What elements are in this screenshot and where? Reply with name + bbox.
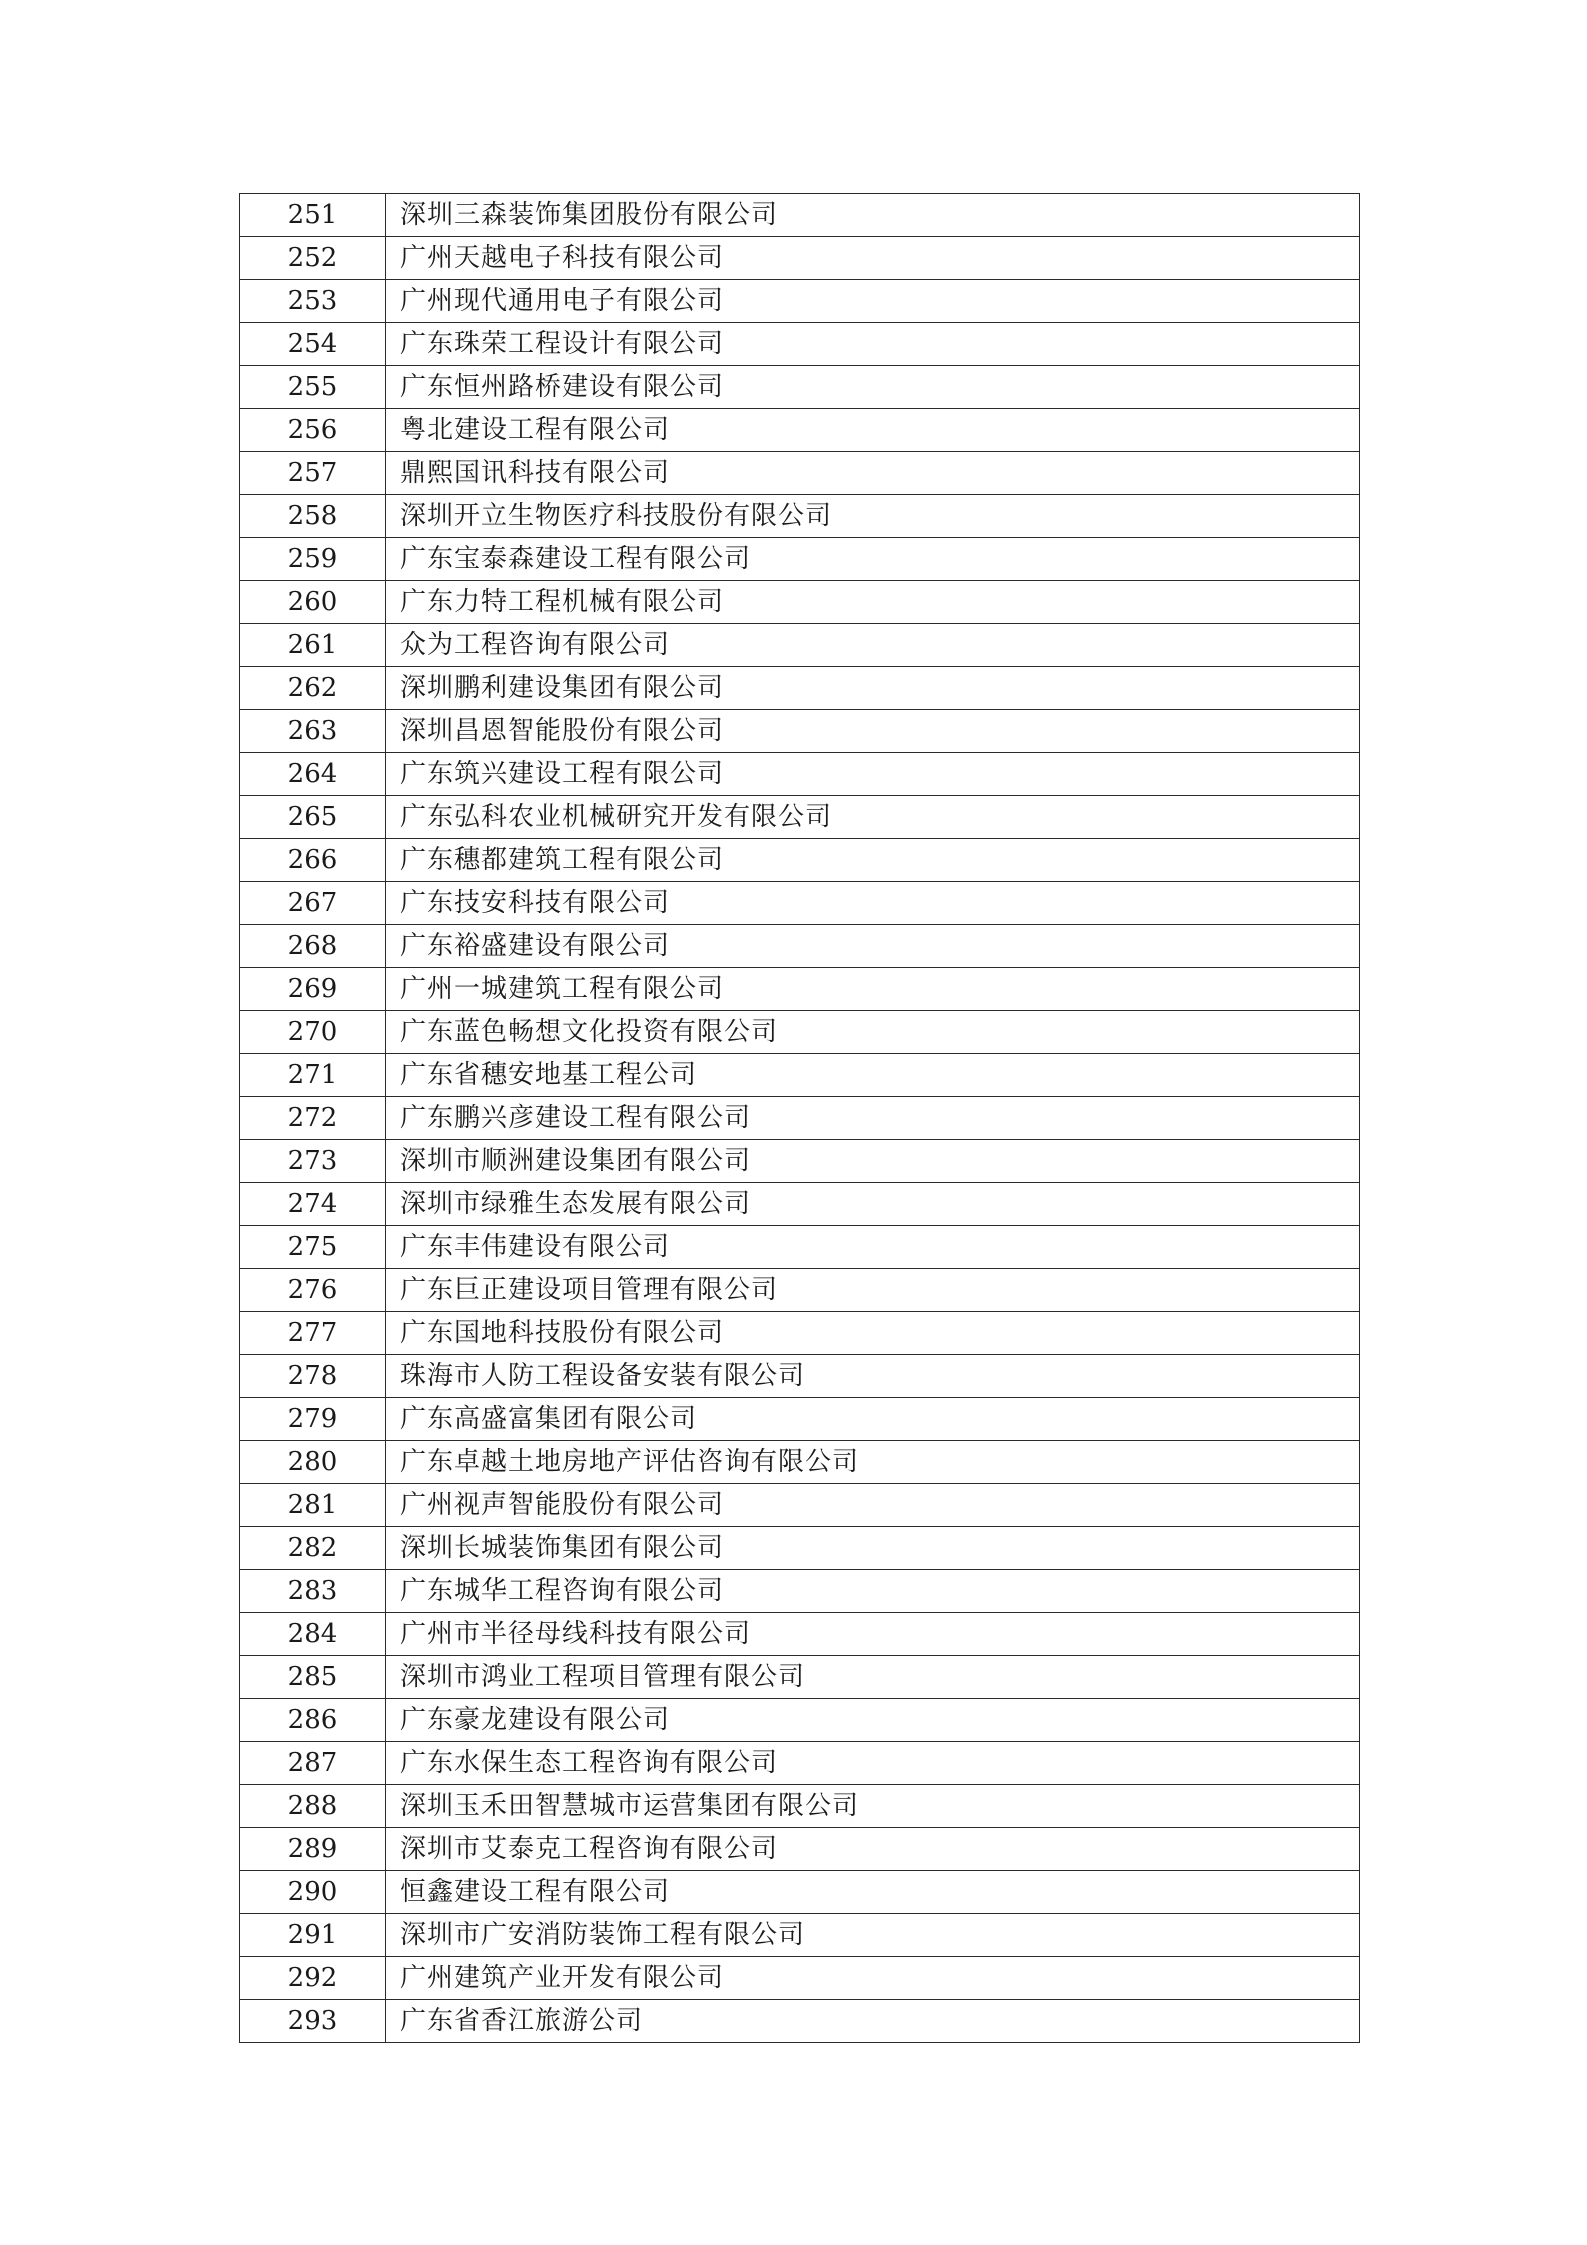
table-row (240, 452, 1360, 495)
company-name: 广州一城建筑工程有限公司 (386, 968, 1360, 1011)
company-name: 深圳市顺洲建设集团有限公司 (386, 1140, 1360, 1183)
row-number: 290 (240, 1871, 386, 1914)
row-number: 267 (240, 882, 386, 925)
table-row (240, 1183, 1360, 1226)
company-name: 珠海市人防工程设备安装有限公司 (386, 1355, 1360, 1398)
table-row (240, 581, 1360, 624)
company-name: 广东国地科技股份有限公司 (386, 1312, 1360, 1355)
row-number: 292 (240, 1957, 386, 2000)
row-number: 256 (240, 409, 386, 452)
row-number: 291 (240, 1914, 386, 1957)
table-row (240, 1914, 1360, 1957)
row-number: 283 (240, 1570, 386, 1613)
row-number: 287 (240, 1742, 386, 1785)
row-number: 279 (240, 1398, 386, 1441)
company-list-table (239, 193, 1360, 2043)
company-name: 深圳玉禾田智慧城市运营集团有限公司 (386, 1785, 1360, 1828)
company-name: 广东高盛富集团有限公司 (386, 1398, 1360, 1441)
row-number: 268 (240, 925, 386, 968)
row-number: 277 (240, 1312, 386, 1355)
row-number: 263 (240, 710, 386, 753)
row-number: 264 (240, 753, 386, 796)
table-row (240, 323, 1360, 366)
company-name: 广东恒州路桥建设有限公司 (386, 366, 1360, 409)
table-row (240, 1011, 1360, 1054)
table-row (240, 624, 1360, 667)
table-row (240, 753, 1360, 796)
row-number: 273 (240, 1140, 386, 1183)
table-row (240, 839, 1360, 882)
company-name: 广州天越电子科技有限公司 (386, 237, 1360, 280)
row-number: 288 (240, 1785, 386, 1828)
table-row (240, 1140, 1360, 1183)
row-number: 282 (240, 1527, 386, 1570)
company-name: 深圳昌恩智能股份有限公司 (386, 710, 1360, 753)
table-row (240, 882, 1360, 925)
table-row (240, 1398, 1360, 1441)
row-number: 272 (240, 1097, 386, 1140)
table-row (240, 710, 1360, 753)
company-name: 广东技安科技有限公司 (386, 882, 1360, 925)
table-row (240, 280, 1360, 323)
table-row (240, 409, 1360, 452)
row-number: 259 (240, 538, 386, 581)
table-row (240, 1269, 1360, 1312)
company-name: 广州建筑产业开发有限公司 (386, 1957, 1360, 2000)
company-name: 广东蓝色畅想文化投资有限公司 (386, 1011, 1360, 1054)
row-number: 278 (240, 1355, 386, 1398)
company-name: 深圳市广安消防装饰工程有限公司 (386, 1914, 1360, 1957)
table-row (240, 1742, 1360, 1785)
company-name: 深圳鹏利建设集团有限公司 (386, 667, 1360, 710)
company-name: 广东鹏兴彦建设工程有限公司 (386, 1097, 1360, 1140)
table-row (240, 1871, 1360, 1914)
company-name: 深圳三森装饰集团股份有限公司 (386, 194, 1360, 237)
row-number: 284 (240, 1613, 386, 1656)
company-name: 广东力特工程机械有限公司 (386, 581, 1360, 624)
table-row (240, 1699, 1360, 1742)
company-name: 广东穗都建筑工程有限公司 (386, 839, 1360, 882)
row-number: 293 (240, 2000, 386, 2043)
row-number: 265 (240, 796, 386, 839)
row-number: 281 (240, 1484, 386, 1527)
table-row (240, 1828, 1360, 1871)
company-name: 广东水保生态工程咨询有限公司 (386, 1742, 1360, 1785)
row-number: 270 (240, 1011, 386, 1054)
table-row (240, 925, 1360, 968)
company-name: 广东卓越土地房地产评估咨询有限公司 (386, 1441, 1360, 1484)
company-name: 粤北建设工程有限公司 (386, 409, 1360, 452)
row-number: 285 (240, 1656, 386, 1699)
company-name: 广东丰伟建设有限公司 (386, 1226, 1360, 1269)
company-name: 深圳市艾泰克工程咨询有限公司 (386, 1828, 1360, 1871)
row-number: 276 (240, 1269, 386, 1312)
table-row (240, 1527, 1360, 1570)
company-name: 广东宝泰森建设工程有限公司 (386, 538, 1360, 581)
company-name: 深圳长城装饰集团有限公司 (386, 1527, 1360, 1570)
company-name: 广东省香江旅游公司 (386, 2000, 1360, 2043)
company-name: 广东弘科农业机械研究开发有限公司 (386, 796, 1360, 839)
company-name: 恒鑫建设工程有限公司 (386, 1871, 1360, 1914)
table-row (240, 194, 1360, 237)
row-number: 255 (240, 366, 386, 409)
row-number: 275 (240, 1226, 386, 1269)
company-name: 广州现代通用电子有限公司 (386, 280, 1360, 323)
company-name: 广东裕盛建设有限公司 (386, 925, 1360, 968)
company-name: 广州市半径母线科技有限公司 (386, 1613, 1360, 1656)
row-number: 289 (240, 1828, 386, 1871)
row-number: 252 (240, 237, 386, 280)
row-number: 280 (240, 1441, 386, 1484)
company-name: 鼎熙国讯科技有限公司 (386, 452, 1360, 495)
table-row (240, 1441, 1360, 1484)
company-name: 深圳市鸿业工程项目管理有限公司 (386, 1656, 1360, 1699)
table-row (240, 1484, 1360, 1527)
table-row (240, 366, 1360, 409)
table-row (240, 667, 1360, 710)
table-row (240, 1355, 1360, 1398)
company-name: 广东省穗安地基工程公司 (386, 1054, 1360, 1097)
company-name: 广州视声智能股份有限公司 (386, 1484, 1360, 1527)
row-number: 254 (240, 323, 386, 366)
company-name: 广东豪龙建设有限公司 (386, 1699, 1360, 1742)
table-row (240, 1097, 1360, 1140)
table-row (240, 237, 1360, 280)
company-name: 深圳市绿雅生态发展有限公司 (386, 1183, 1360, 1226)
company-name: 广东巨正建设项目管理有限公司 (386, 1269, 1360, 1312)
table-row (240, 495, 1360, 538)
row-number: 260 (240, 581, 386, 624)
row-number: 251 (240, 194, 386, 237)
company-list-body (240, 194, 1360, 2043)
row-number: 271 (240, 1054, 386, 1097)
table-row (240, 1226, 1360, 1269)
table-row (240, 1613, 1360, 1656)
company-name: 深圳开立生物医疗科技股份有限公司 (386, 495, 1360, 538)
table-row (240, 1312, 1360, 1355)
row-number: 274 (240, 1183, 386, 1226)
table-row (240, 968, 1360, 1011)
table-row (240, 1957, 1360, 2000)
row-number: 261 (240, 624, 386, 667)
table-row (240, 1054, 1360, 1097)
table-row (240, 1570, 1360, 1613)
company-name: 广东筑兴建设工程有限公司 (386, 753, 1360, 796)
company-name: 众为工程咨询有限公司 (386, 624, 1360, 667)
company-name: 广东珠荣工程设计有限公司 (386, 323, 1360, 366)
table-row (240, 1785, 1360, 1828)
row-number: 269 (240, 968, 386, 1011)
table-row (240, 1656, 1360, 1699)
row-number: 258 (240, 495, 386, 538)
table-row (240, 796, 1360, 839)
table-row (240, 2000, 1360, 2043)
row-number: 262 (240, 667, 386, 710)
row-number: 286 (240, 1699, 386, 1742)
table-row (240, 538, 1360, 581)
row-number: 257 (240, 452, 386, 495)
row-number: 266 (240, 839, 386, 882)
row-number: 253 (240, 280, 386, 323)
company-name: 广东城华工程咨询有限公司 (386, 1570, 1360, 1613)
